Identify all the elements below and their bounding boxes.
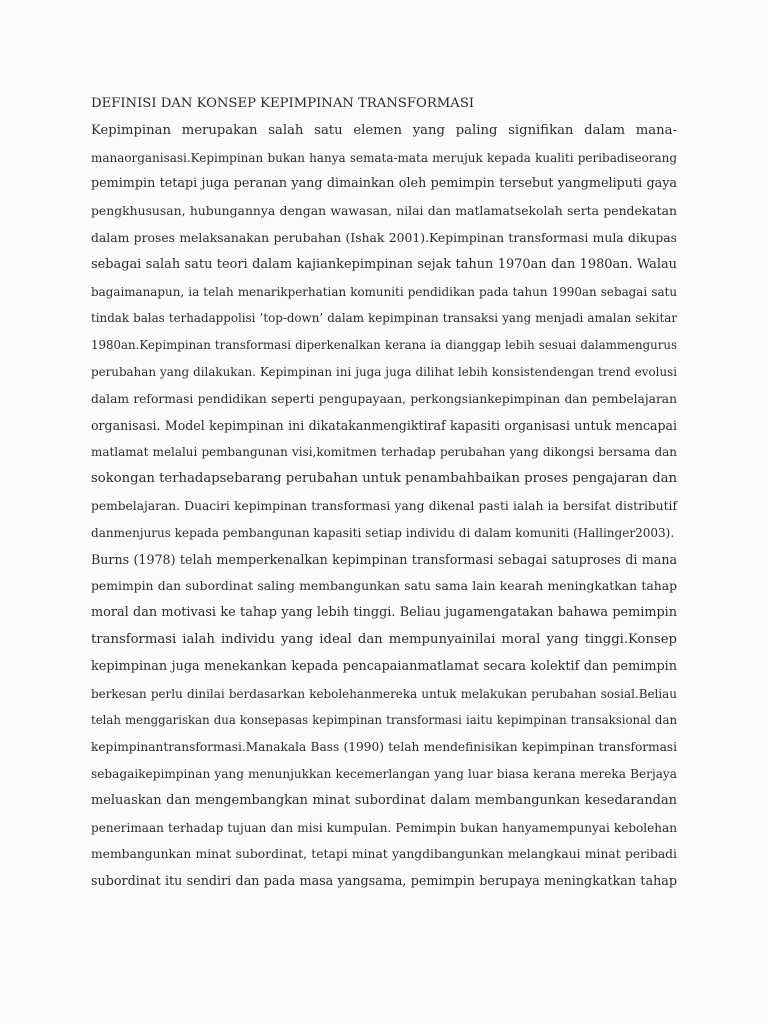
paragraph-line: Kepimpinan merupakan salah satu elemen yang paling signifikan dalam mana- (91, 122, 677, 138)
paragraph-line: kepimpinan juga menekankan kepada pencapaianmatlamat secara kolektif dan pemimpin (91, 658, 677, 674)
paragraph-line: moral dan motivasi ke tahap yang lebih tinggi. Beliau jugamengatakan bahawa pemimpin (91, 605, 677, 621)
paragraph-line: penerimaan terhadap tujuan dan misi kumpulan. Pemimpin bukan hanyamempunyai kebolehan (91, 820, 677, 835)
paragraph-line: danmenjurus kepada pembangunan kapasiti setiap individu di dalam komuniti (Hallinger2003). (91, 525, 675, 540)
paragraph-line: pembelajaran. Duaciri kepimpinan transformasi yang dikenal pasti ialah ia bersifat distributif (91, 498, 677, 513)
paragraph-line: pemimpin dan subordinat saling membangunkan satu sama lain kearah meningkatkan tahap (91, 578, 677, 594)
paragraph-line: dalam proses melaksanakan perubahan (Ishak 2001).Kepimpinan transformasi mula dikupas (91, 230, 677, 245)
paragraph-line: perubahan yang dilakukan. Kepimpinan ini juga juga dilihat lebih konsistendengan trend evolusi (91, 364, 677, 379)
paragraph-line: tindak balas terhadappolisi ’top-down’ dalam kepimpinan transaksi yang menjadi amalan sekitar (91, 311, 677, 326)
paragraph-line: telah menggariskan dua konsepasas kepimpinan transformasi iaitu kepimpinan transaksional dan (91, 713, 677, 728)
paragraph-line: subordinat itu sendiri dan pada masa yangsama, pemimpin berupaya meningkatkan tahap (91, 873, 677, 889)
paragraph-line: sebagai salah satu teori dalam kajiankepimpinan sejak tahun 1970an dan 1980an. Walau (91, 256, 677, 272)
paragraph-line: Burns (1978) telah memperkenalkan kepimpinan transformasi sebagai satuproses di mana (91, 551, 677, 567)
paragraph-line: manaorganisasi.Kepimpinan bukan hanya semata-mata merujuk kepada kualiti peribadiseorang (91, 150, 677, 165)
paragraph-line: bagaimanapun, ia telah menarikperhatian komuniti pendidikan pada tahun 1990an sebagai satu (91, 284, 677, 299)
document-body (91, 91, 677, 895)
paragraph-line: organisasi. Model kepimpinan ini dikatakanmengiktiraf kapasiti organisasi untuk mencapai (91, 417, 677, 433)
paragraph-line: meluaskan dan mengembangkan minat subordinat dalam membangunkan kesedarandan (91, 792, 677, 808)
paragraph-line: dalam reformasi pendidikan seperti pengupayaan, perkongsiankepimpinan dan pembelajaran (91, 391, 677, 406)
paragraph-line: kepimpinantransformasi.Manakala Bass (1990) telah mendefinisikan kepimpinan transformasi (91, 740, 677, 755)
paragraph-line: transformasi ialah individu yang ideal dan mempunyainilai moral yang tinggi.Konsep (91, 631, 677, 647)
paragraph-line: matlamat melalui pembangunan visi,komitmen terhadap perubahan yang dikongsi bersama dan (91, 445, 677, 460)
paragraph-line: sebagaikepimpinan yang menunjukkan kecemerlangan yang luar biasa kerana mereka Berjaya (91, 766, 677, 781)
paragraph-1 (91, 118, 677, 547)
paragraph-2 (91, 547, 677, 895)
paragraph-line: 1980an.Kepimpinan transformasi diperkenalkan kerana ia dianggap lebih sesuai dalammengurus (91, 338, 677, 353)
paragraph-line: membangunkan minat subordinat, tetapi minat yangdibangunkan melangkaui minat peribadi (91, 847, 677, 862)
paragraph-line: berkesan perlu dinilai berdasarkan kebolehanmereka untuk melakukan perubahan sosial.Beliau (91, 686, 677, 701)
paragraph-line: sokongan terhadapsebarang perubahan untuk penambahbaikan proses pengajaran dan (91, 471, 677, 487)
document-heading: DEFINISI DAN KONSEP KEPIMPINAN TRANSFORMASI (91, 96, 475, 111)
paragraph-line: pemimpin tetapi juga peranan yang dimainkan oleh pemimpin tersebut yangmeliputi gaya (91, 176, 677, 192)
paragraph-line: pengkhususan, hubungannya dengan wawasan, nilai dan matlamatsekolah serta pendekatan (91, 204, 677, 219)
